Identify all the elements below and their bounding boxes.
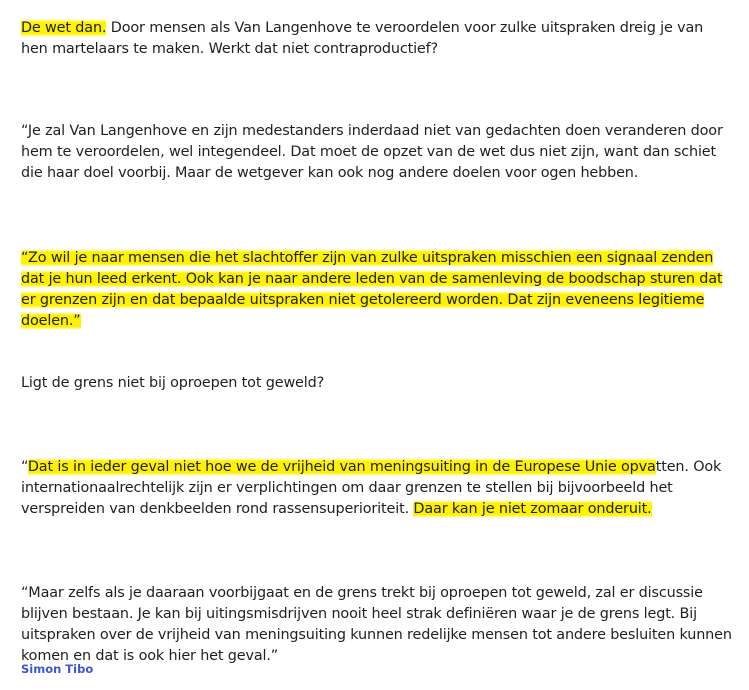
paragraph-1: [21, 18, 733, 60]
paragraph-4: [21, 373, 733, 394]
highlight-1: De wet dan.: [21, 20, 107, 36]
author-byline[interactable]: Simon Tibo: [21, 662, 94, 676]
highlight-5a: Dat is in ieder geval niet hoe we de vrijheid van meningsuiting in de Europese Unie opva: [27, 459, 656, 475]
paragraph-6-text: “Maar zelfs als je daaraan voorbijgaat en de grens trekt bij oproepen tot geweld, zal er discussie blijven bestaan. Je kan bij uitingsmisdrijven nooit heel strak definiëren waar je de grens legt. Bij uitspraken over de vrijheid van meningsuiting kunnen redelijke mensen tot andere besluiten kunnen komen en dat is ook hier het geval.”: [21, 585, 732, 664]
highlight-3: “Zo wil je naar mensen die het slachtoffer zijn van zulke uitspraken misschien een signaal zenden dat je hun leed erkent. Ook kan je naar andere leden van de samenleving de boodschap sturen dat er grenzen zijn en dat bepaalde uitspraken niet getolereerd worden. Dat zijn eveneens legitieme doelen.”: [21, 250, 723, 329]
paragraph-5-quote: “: [21, 459, 28, 475]
paragraph-2: [21, 121, 733, 184]
paragraph-2-text: “Je zal Van Langenhove en zijn medestanders inderdaad niet van gedachten doen veranderen door hem te veroordelen, wel integendeel. Dat moet de opzet van de wet dus niet zijn, want dan schiet die haar doel voorbij. Maar de wetgever kan ook nog andere doelen voor ogen hebben.: [21, 123, 723, 181]
highlight-5b: Daar kan je niet zomaar onderuit.: [413, 501, 652, 517]
paragraph-6: [21, 583, 733, 667]
paragraph-5: [21, 457, 733, 520]
paragraph-1-text: Door mensen als Van Langenhove te veroordelen voor zulke uitspraken dreig je van hen martelaars te maken. Werkt dat niet contraproductief?: [21, 20, 704, 57]
paragraph-3: [21, 248, 733, 332]
paragraph-5-text: tten. Ook internationaalrechtelijk zijn er verplichtingen om daar grenzen te stellen bij bijvoorbeeld het verspreiden van denkbeelden rond rassensuperioriteit.: [21, 459, 722, 517]
paragraph-4-text: Ligt de grens niet bij oproepen tot geweld?: [21, 375, 325, 391]
